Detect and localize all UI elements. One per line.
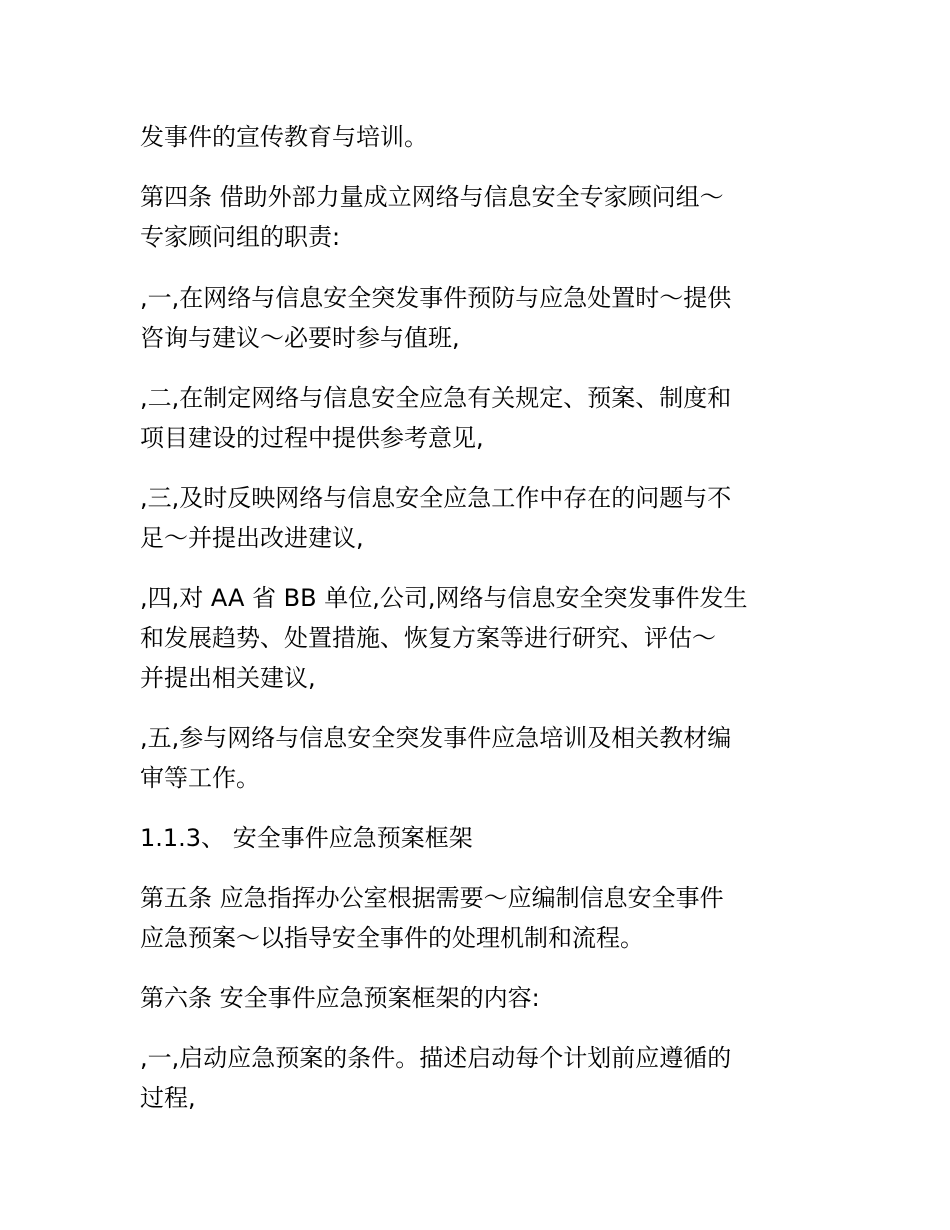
text-line: 并提出相关建议,	[140, 664, 316, 692]
paragraph-article-6	[140, 978, 820, 1018]
paragraph-item-5	[140, 718, 820, 798]
paragraph-item-1	[140, 278, 820, 358]
text-line: ,一,在网络与信息安全突发事件预防与应急处置时～提供	[140, 284, 732, 312]
text-line: 审等工作。	[140, 764, 260, 792]
text-line: 项目建设的过程中提供参考意见,	[140, 424, 484, 452]
text-line: ,五,参与网络与信息安全突发事件应急培训及相关教材编	[140, 724, 732, 752]
heading-line: 1.1.3、 安全事件应急预案框架	[140, 824, 473, 852]
paragraph-article-5	[140, 878, 820, 958]
section-heading	[140, 818, 820, 858]
text-line: ,四,对 AA 省 BB 单位,公司,网络与信息安全突发事件发生	[140, 584, 748, 612]
paragraph-item-4	[140, 578, 820, 698]
text-line: ,三,及时反映网络与信息安全应急工作中存在的问题与不	[140, 484, 732, 512]
paragraph-item-3	[140, 478, 820, 558]
paragraph-continuation	[140, 117, 820, 157]
paragraph-item-2	[140, 378, 820, 458]
paragraph-item-1-conditions	[140, 1038, 820, 1118]
text-line: 第四条 借助外部力量成立网络与信息安全专家顾问组～	[140, 183, 724, 211]
text-line: 应急预案～以指导安全事件的处理机制和流程。	[140, 924, 644, 952]
text-line: 第五条 应急指挥办公室根据需要～应编制信息安全事件	[140, 884, 724, 912]
text-line: 足～并提出改进建议,	[140, 524, 364, 552]
text-line: 咨询与建议～必要时参与值班,	[140, 324, 460, 352]
text-line: 过程,	[140, 1084, 196, 1112]
text-line: 专家顾问组的职责:	[140, 223, 341, 251]
text-line: ,一,启动应急预案的条件。描述启动每个计划前应遵循的	[140, 1044, 732, 1072]
text-line: ,二,在制定网络与信息安全应急有关规定、预案、制度和	[140, 384, 732, 412]
text-line: 第六条 安全事件应急预案框架的内容:	[140, 984, 540, 1012]
text-line: 和发展趋势、处置措施、恢复方案等进行研究、评估～	[140, 624, 716, 652]
paragraph-article-4	[140, 177, 820, 257]
text-line: 发事件的宣传教育与培训。	[140, 123, 428, 151]
